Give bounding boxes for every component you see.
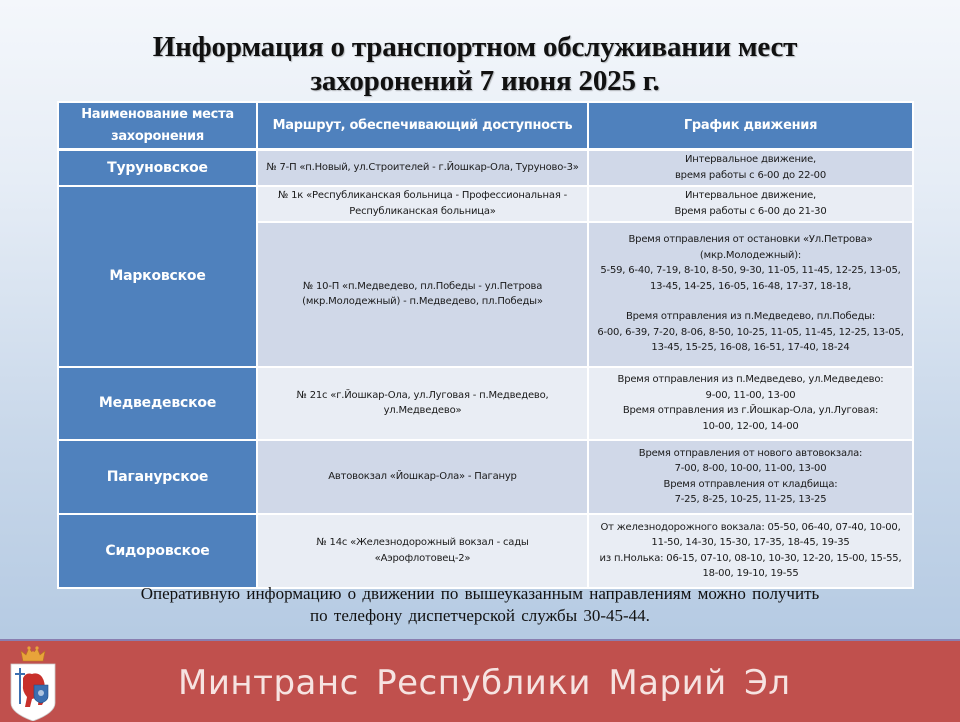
schedule-line: 7-00, 8-00, 10-00, 11-00, 13-00 [674,463,827,474]
route-cell: № 1к «Республиканская больница - Профессиональная - Республиканская больница» [257,186,588,222]
note-line-1: Оперативную информацию о движении по вышеуказанным направлениям можно получить [140,584,820,603]
table-header-row [58,102,913,150]
dispatcher-note [0,583,960,627]
schedule-line: Время отправления из г.Йошкар-Ола, ул.Луговая: [622,405,879,416]
schedule-cell [588,186,913,222]
schedule-line: Интервальное движение, [684,190,817,201]
table-row [58,514,913,588]
route-cell: № 7-П «п.Новый, ул.Строителей - г.Йошкар-Ола, Туруново-3» [257,150,588,186]
schedule-line: 7-25, 8-25, 10-25, 11-25, 13-25 [674,494,827,505]
schedule-cell [588,222,913,367]
schedule-table [57,101,914,589]
schedule-line: Интервальное движение, [684,154,817,166]
note-line-2: по телефону диспетчерской службы 30-45-44. [310,606,650,625]
schedule-line: 9-00, 11-00, 13-00 [705,389,796,401]
page-title [0,30,960,98]
schedule-line: 6-00, 6-39, 7-20, 8-06, 8-50, 10-25, 11-05, 11-45, 12-25, 13-05, 13-45, 15-25, 16-08, 16-51, 17-40, 18-24 [597,326,904,354]
route-cell: № 21с «г.Йошкар-Ола, ул.Луговая - п.Медведево, ул.Медведево» [257,367,588,440]
header-place: Наименование места захоронения [58,102,257,150]
schedule-cell [588,440,913,514]
schedule-line: 10-00, 12-00, 14-00 [702,420,799,432]
route-cell: № 14с «Железнодорожный вокзал - сады «Аэрофлотовец-2» [257,514,588,588]
schedule-cell [588,514,913,588]
schedule-line: От железнодорожного вокзала: 05-50, 06-40, 07-40, 10-00, 11-50, 14-30, 15-30, 17-35, 18-45, 19-35 [600,521,901,548]
schedule-line: Время отправления из п.Медведево, пл.Победы: [625,311,876,323]
place-cell: Сидоровское [58,514,257,588]
header-schedule: График движения [588,102,913,150]
place-cell: Туруновское [58,150,257,186]
schedule-line: 5-59, 6-40, 7-19, 8-10, 8-50, 9-30, 11-05, 11-45, 12-25, 13-05, 13-45, 14-25, 16-05, 16-48, 17-37, 18-18, [600,265,901,292]
table-row [58,440,913,514]
ministry-name: Минтранс Республики Марий Эл [178,663,791,703]
title-line-1: Информация о транспортном обслуживании мест [152,31,798,63]
route-cell: Автовокзал «Йошкар-Ола» - Паганур [257,440,588,514]
table-row [58,367,913,440]
place-cell: Паганурское [58,440,257,514]
schedule-line: Время отправления из п.Медведево, ул.Медведево: [617,374,884,385]
route-cell: № 10-П «п.Медведево, пл.Победы - ул.Петрова (мкр.Молодежный) - п.Медведево, пл.Победы» [257,222,588,367]
place-cell: Медведевское [58,367,257,440]
schedule-cell [588,150,913,186]
table-row [58,150,913,186]
table-row [58,186,913,222]
schedule-line: Время отправления от кладбища: [663,478,838,490]
schedule-line: Время работы с 6-00 до 21-30 [674,205,827,217]
schedule-line: Время отправления от нового автовокзала: [638,447,863,459]
schedule-line: из п.Нолька: 06-15, 07-10, 08-10, 10-30, 12-20, 15-00, 15-55, 18-00, 19-10, 19-55 [599,552,902,579]
header-route: Маршрут, обеспечивающий доступность [257,102,588,150]
spacer [593,294,908,309]
schedule-cell [588,367,913,440]
schedule-line: Время отправления от остановки «Ул.Петрова» (мкр.Молодежный): [628,234,873,261]
place-cell: Марковское [58,186,257,367]
ministry-banner [0,639,960,722]
coat-of-arms-icon [8,645,58,721]
schedule-line: время работы с 6-00 до 22-00 [674,169,826,181]
title-line-2: захоронений 7 июня 2025 г. [310,65,660,97]
